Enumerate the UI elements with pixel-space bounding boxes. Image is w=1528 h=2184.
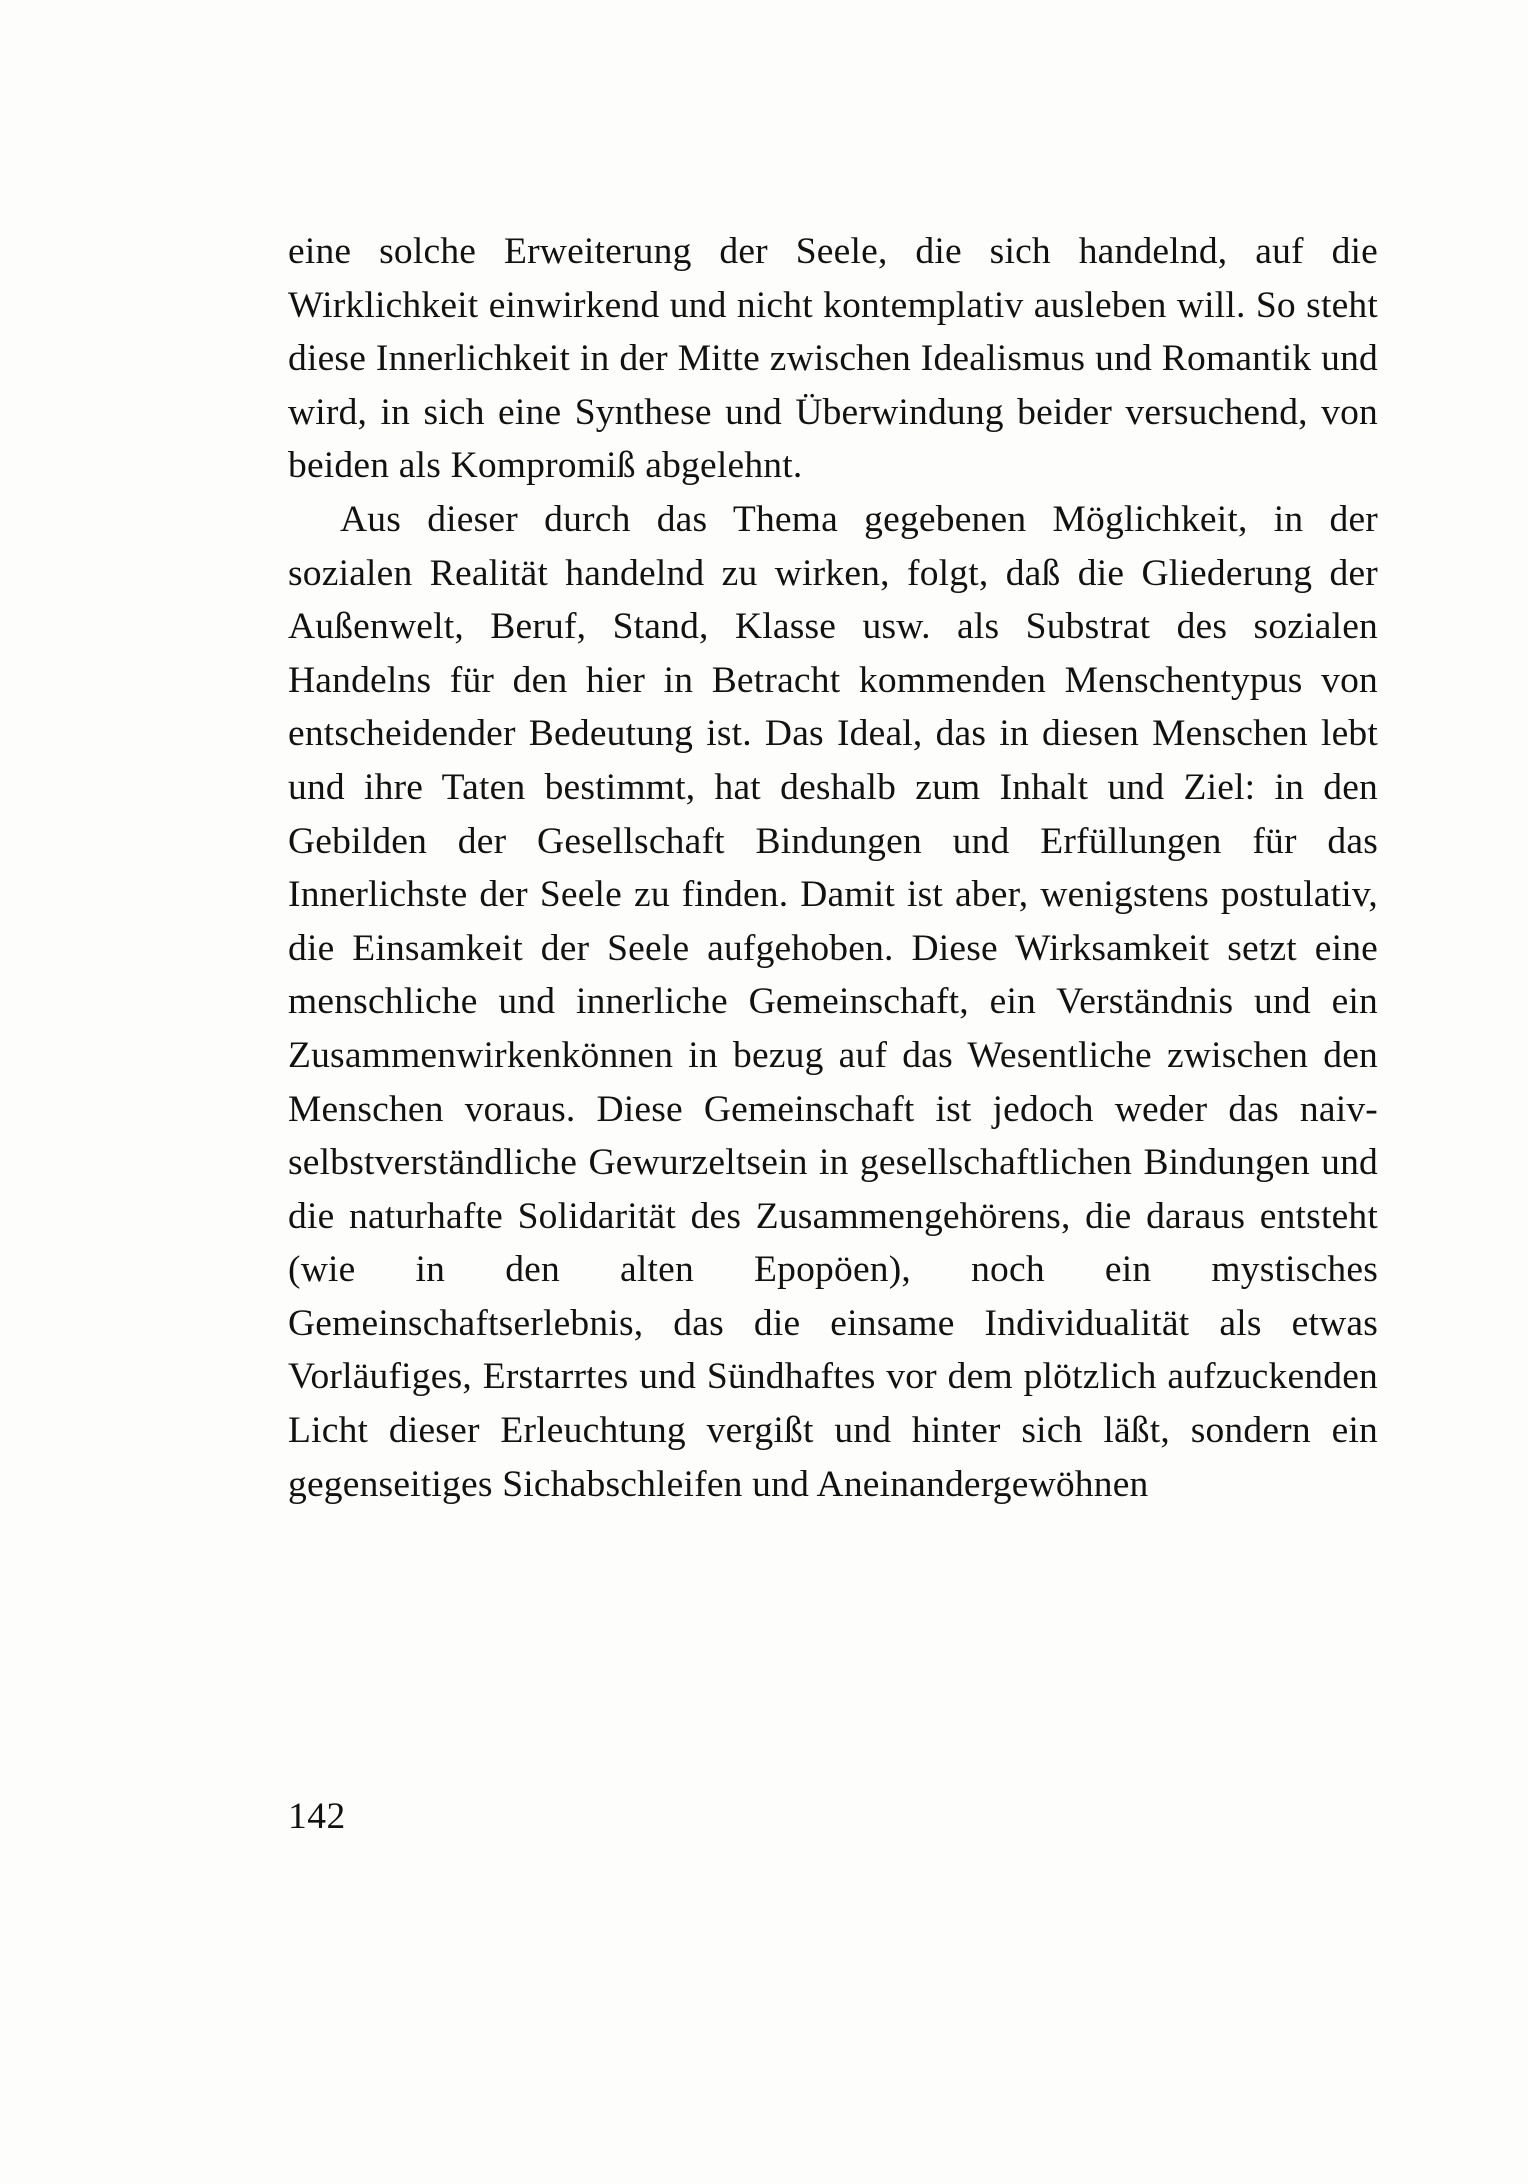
page-number: 142 (288, 1796, 346, 1837)
paragraph-2: Aus dieser durch das Thema gegebenen Möglichkeit, in der sozialen Realität handelnd zu wirken, folgt, daß die Gliederung der Außenwelt, Beruf, Stand, Klasse usw. als Substrat des sozialen Handelns für den hier in Betracht kommenden Menschentypus von entscheidender Bedeutung ist. Das Ideal, das in diesen Menschen lebt und ihre Taten bestimmt, hat deshalb zum Inhalt und Ziel: in den Gebilden der Gesellschaft Bindungen und Erfüllungen für das Innerlichste der Seele zu finden. Damit ist aber, wenigstens postulativ, die Einsamkeit der Seele aufgehoben. Diese Wirksamkeit setzt eine menschliche und innerliche Gemeinschaft, ein Verständnis und ein Zusammenwirkenkönnen in bezug auf das Wesentliche zwischen den Menschen voraus. Diese Gemeinschaft ist jedoch weder das naiv-selbstverständliche Gewurzeltsein in gesellschaftlichen Bindungen und die naturhafte Solidarität des Zusammengehörens, die daraus entsteht (wie in den alten Epopöen), noch ein mystisches Gemeinschaftserlebnis, das die einsame Individualität als etwas Vorläufiges, Erstarrtes und Sündhaftes vor dem plötzlich aufzuckenden Licht dieser Erleuchtung vergißt und hinter sich läßt, sondern ein gegenseitiges Sichabschleifen und Aneinandergewöhnen (288, 498, 1378, 1505)
paragraph-1: eine solche Erweiterung der Seele, die sich handelnd, auf die Wirklichkeit einwirkend und nicht kontemplativ ausleben will. So steht diese Innerlichkeit in der Mitte zwischen Idealismus und Romantik und wird, in sich eine Synthese und Überwindung beider versuchend, von beiden als Kompromiß abgelehnt. (288, 231, 1378, 487)
body-text (288, 225, 1378, 1511)
